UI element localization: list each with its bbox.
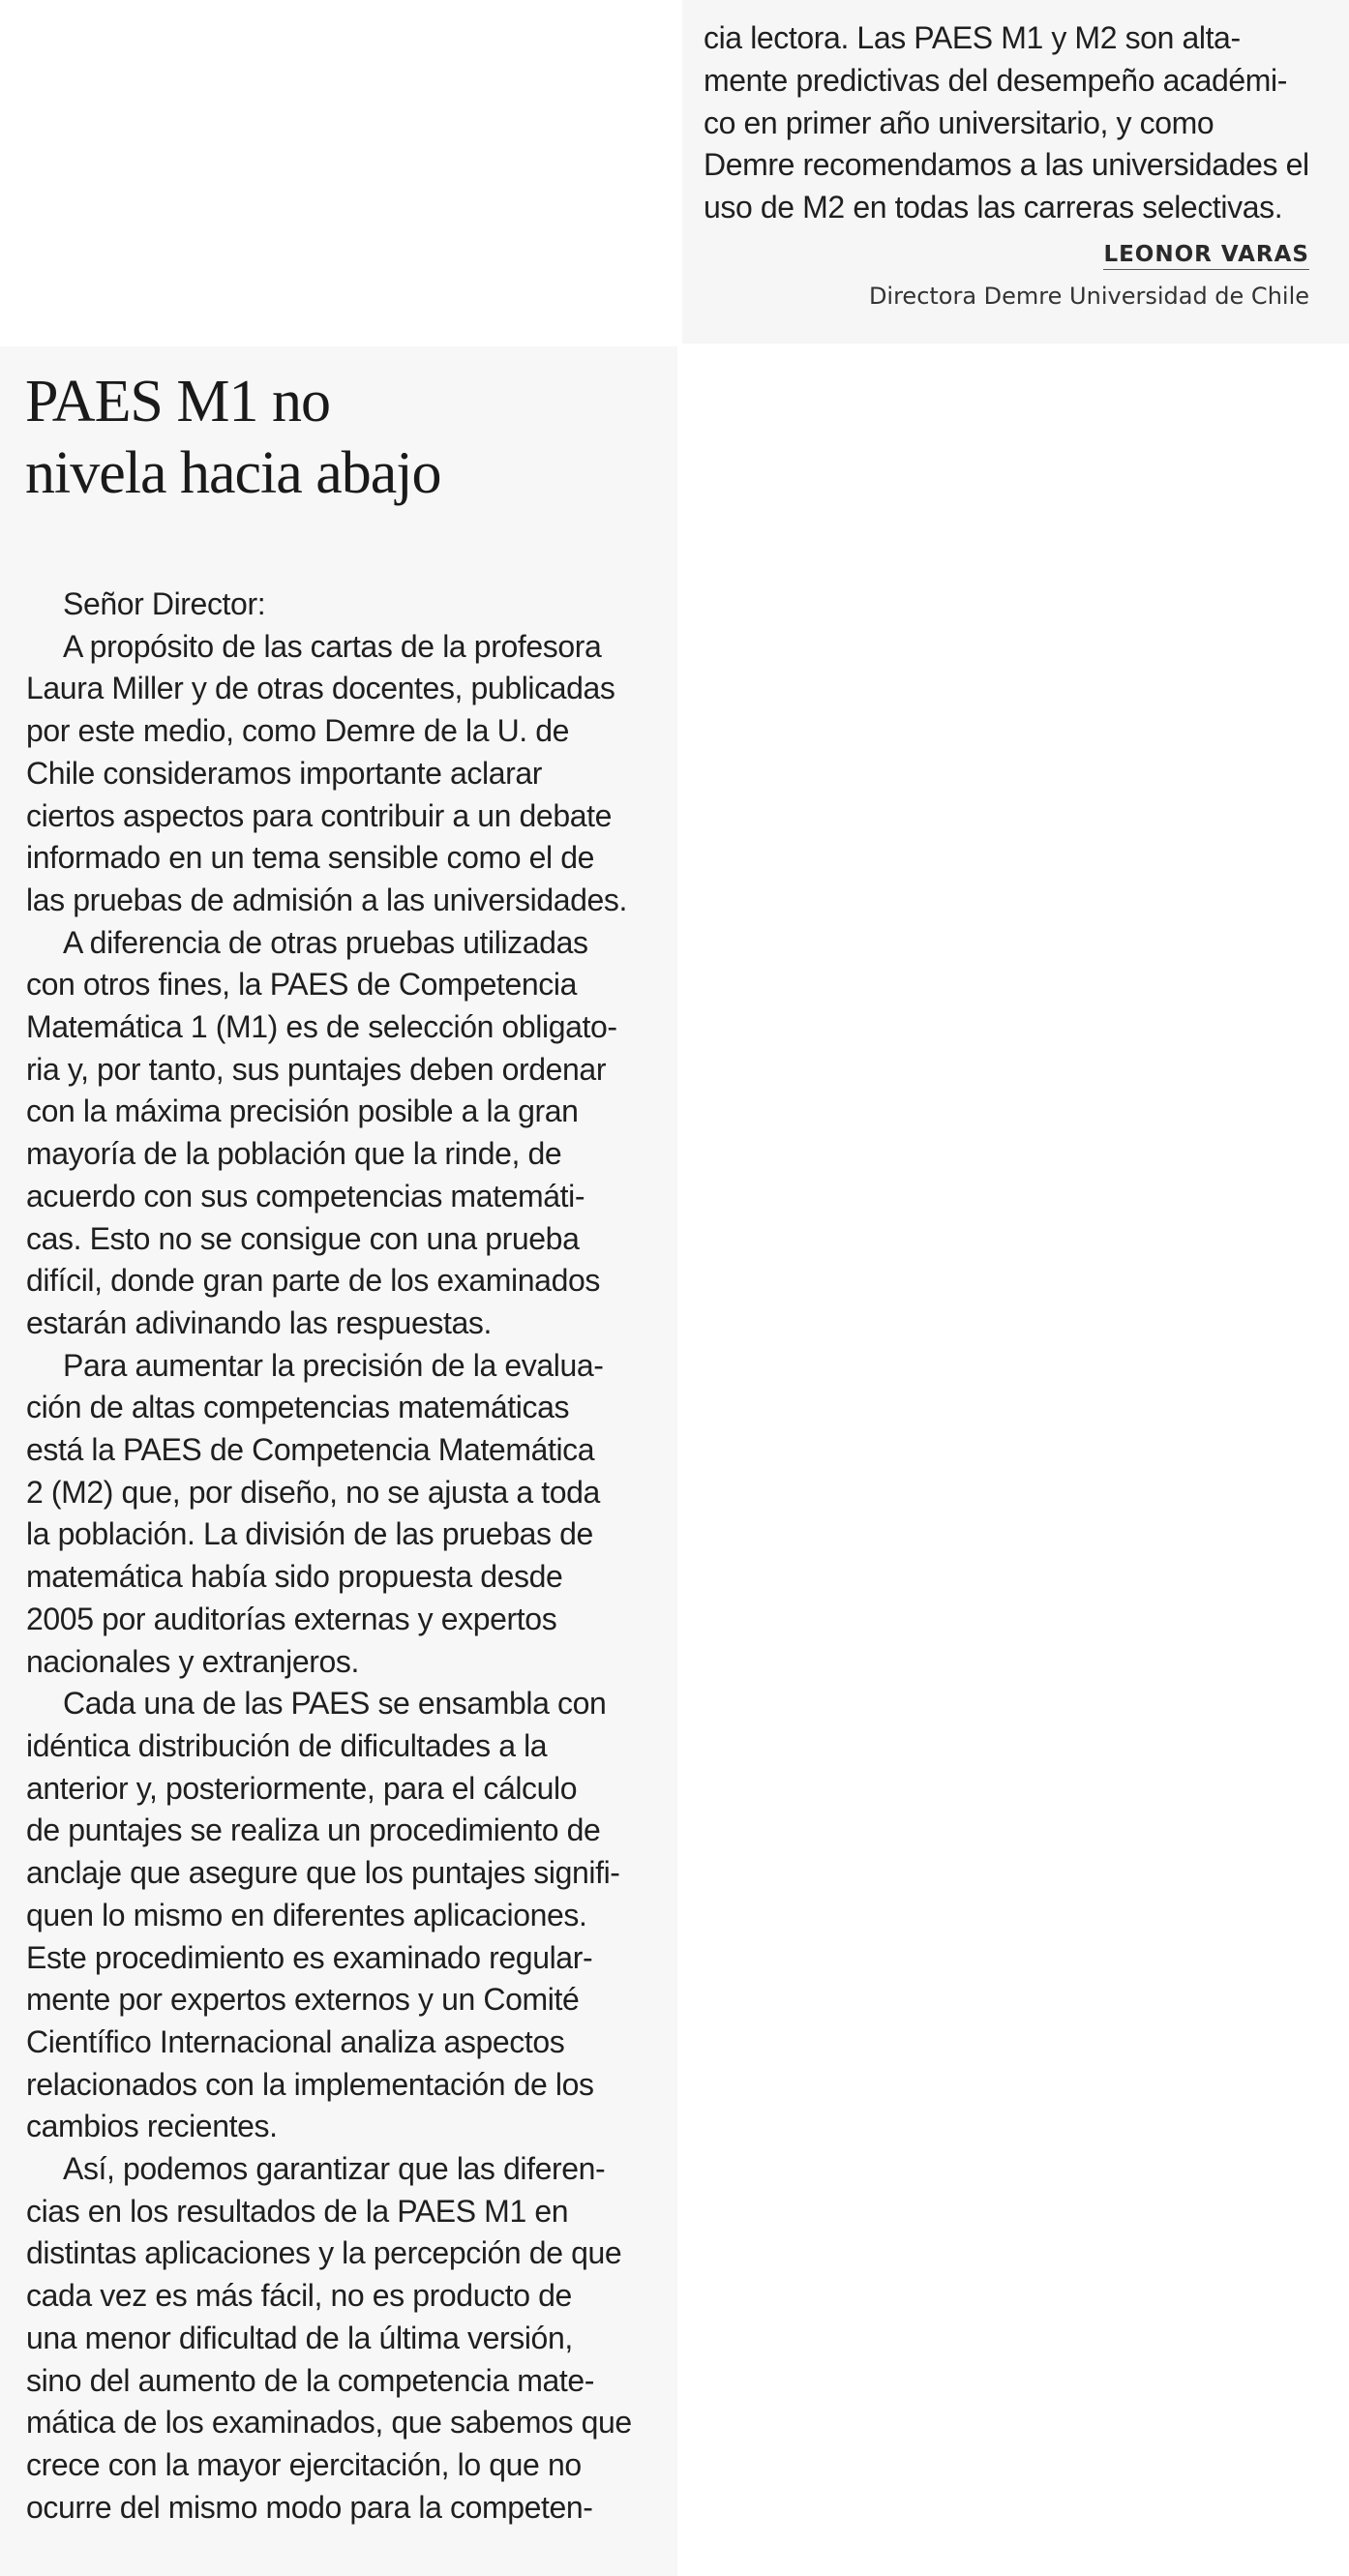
signature-role: Directora Demre Universidad de Chile [868,283,1309,310]
text-line: una menor dificultad de la última versión, [26,2320,573,2355]
text-line: las pruebas de admisión a las universidades. [26,882,627,917]
text-line: Laura Miller y de otras docentes, publicadas [26,671,615,706]
text-line: mática de los examinados, que sabemos que [26,2405,632,2441]
text-line: A propósito de las cartas de la profesora [63,628,602,664]
text-line: ción de altas competencias matemáticas [26,1390,570,1425]
text-line: cias en los resultados de la PAES M1 en [26,2193,569,2229]
text-line: Para aumentar la precisión de la evalua- [63,1347,604,1383]
text-line: Cada una de las PAES se ensambla con [63,1686,607,1722]
text-line: ria y, por tanto, sus puntajes deben ordenar [26,1051,607,1087]
text-line: ocurre del mismo modo para la competen- [26,2489,593,2525]
text-line: uso de M2 en todas las carreras selectivas. [704,190,1283,225]
text-line: 2005 por auditorías externas y expertos [26,1601,557,1636]
text-line: idéntica distribución de dificultades a la [26,1727,548,1763]
text-line: sino del aumento de la competencia mate- [26,2362,595,2398]
text-line: acuerdo con sus competencias matemáti- [26,1178,585,1213]
text-line: Matemática 1 (M1) es de selección obligato- [26,1009,617,1045]
text-line: nacionales y extranjeros. [26,1643,359,1679]
headline-line: nivela hacia abajo [25,440,441,506]
text-line: informado en un tema sensible como el de [26,840,595,876]
continuation-text [704,17,1323,229]
signature-name: LEONOR VARAS [1103,242,1309,270]
text-line: la población. La división de las pruebas de [26,1516,593,1552]
text-line: Así, podemos garantizar que las diferen- [63,2151,606,2187]
text-line: anclaje que asegure que los puntajes signifi- [26,1855,620,1891]
text-line: Este procedimiento es examinado regular- [26,1939,593,1975]
text-line: matemática había sido propuesta desde [26,1559,563,1595]
letter-article [0,346,677,2576]
text-line: 2 (M2) que, por diseño, no se ajusta a toda [26,1474,600,1510]
previous-letter-continuation [682,0,1349,344]
text-line: distintas aplicaciones y la percepción de que [26,2235,622,2271]
text-line: mente predictivas del desempeño académi- [704,62,1288,98]
text-line: co en primer año universitario, y como [704,105,1214,140]
text-line: ciertos aspectos para contribuir a un debate [26,797,612,833]
text-line: está la PAES de Competencia Matemática [26,1432,595,1468]
text-line: A diferencia de otras pruebas utilizadas [63,924,588,960]
text-line: de puntajes se realiza un procedimiento de [26,1812,601,1848]
text-line: Chile consideramos importante aclarar [26,755,542,791]
text-line: difícil, donde gran parte de los examinados [26,1263,600,1299]
text-line: cada vez es más fácil, no es producto de [26,2278,572,2314]
text-line: por este medio, como Demre de la U. de [26,713,570,749]
text-line: quen lo mismo en diferentes aplicaciones. [26,1897,587,1932]
text-line: Demre recomendamos a las universidades el [704,147,1309,183]
text-line: cas. Esto no se consigue con una prueba [26,1220,580,1256]
letter-body [26,584,665,2529]
letter-headline [25,366,441,509]
text-line: relacionados con la implementación de los [26,2066,594,2102]
headline-line: PAES M1 no [25,369,331,434]
text-line: anterior y, posteriormente, para el cálculo [26,1770,578,1806]
text-line: mente por expertos externos y un Comité [26,1982,580,2018]
text-line: con la máxima precisión posible a la gran [26,1093,579,1129]
text-line: mayoría de la población que la rinde, de [26,1136,562,1172]
text-line: Científico Internacional analiza aspectos [26,2023,565,2059]
salutation: Señor Director: [63,586,266,621]
text-line: con otros fines, la PAES de Competencia [26,967,578,1003]
text-line: crece con la mayor ejercitación, lo que no [26,2446,582,2482]
text-line: cambios recientes. [26,2109,278,2144]
text-line: cia lectora. Las PAES M1 y M2 son alta- [704,20,1241,55]
text-line: estarán adivinando las respuestas. [26,1304,492,1340]
